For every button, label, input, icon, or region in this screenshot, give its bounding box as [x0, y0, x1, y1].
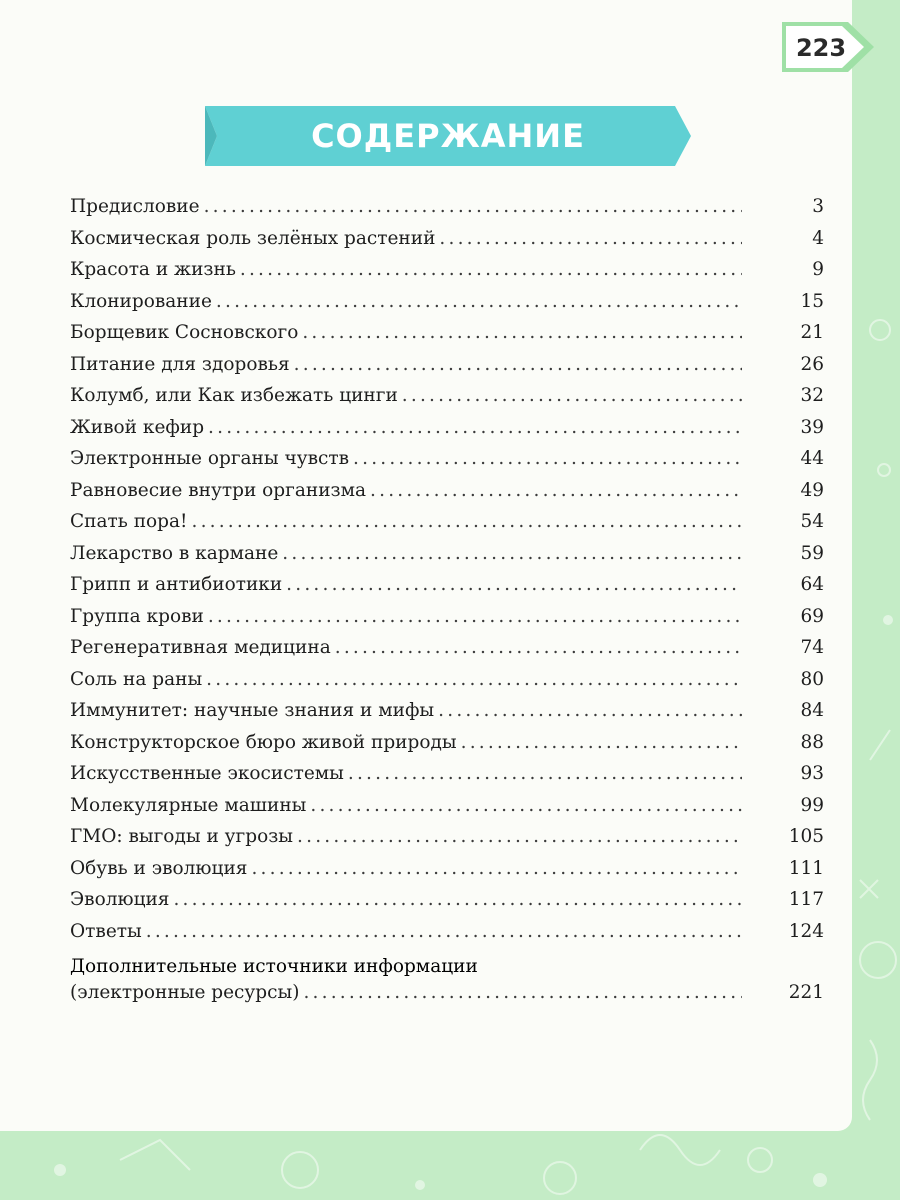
toc-entry-title: Лекарство в кармане — [70, 542, 279, 564]
toc-entry-page: 117 — [788, 889, 824, 910]
toc-entry — [70, 354, 824, 386]
toc-entry-page: 74 — [800, 637, 824, 658]
toc-dot-leader — [402, 385, 742, 406]
toc-entry — [70, 480, 824, 512]
toc-entry — [70, 385, 824, 417]
toc-entry-title: Красота и жизнь — [70, 259, 236, 280]
toc-entry-title: Равновесие внутри организма — [70, 479, 367, 501]
toc-dot-leader — [173, 889, 742, 910]
toc-entry-page: 26 — [800, 353, 824, 375]
toc-entry-page: 21 — [800, 322, 824, 343]
toc-entry-page: 80 — [800, 668, 824, 690]
toc-entry-title: Грипп и антибиотики — [70, 574, 283, 595]
toc-entry-title: Космическая роль зелёных растений — [70, 227, 436, 249]
toc-entry-title: ГМО: выгоды и угрозы — [70, 826, 294, 847]
toc-entry-title: Питание для здоровья — [70, 353, 290, 375]
toc-entry-title: Группа крови — [70, 605, 204, 627]
toc-entry-page: 32 — [800, 385, 824, 406]
toc-dot-leader — [335, 637, 742, 658]
toc-dot-leader — [348, 763, 742, 784]
toc-entry — [70, 543, 824, 575]
toc-entry-page: 44 — [800, 448, 824, 469]
toc-entry-page: 59 — [800, 542, 824, 564]
toc-dot-leader — [302, 322, 742, 343]
toc-entry-page: 9 — [812, 259, 824, 280]
toc-entry-page: 3 — [812, 196, 824, 217]
toc-dot-leader — [294, 354, 742, 375]
toc-dot-leader — [191, 511, 742, 532]
toc-entry — [70, 669, 824, 701]
page-number: 223 — [795, 34, 847, 62]
toc-entry — [70, 417, 824, 449]
toc-entry-title: Регенеративная медицина — [70, 637, 331, 658]
toc-dot-leader — [240, 259, 742, 280]
toc-entry-title: Колумб, или Как избежать цинги — [70, 385, 398, 406]
toc-entry — [70, 511, 824, 543]
toc-entry-title: Клонирование — [70, 290, 212, 312]
toc-entry — [70, 858, 824, 890]
toc-entry-title: Спать пора! — [70, 511, 188, 532]
toc-entry-title: Борщевик Сосновского — [70, 322, 299, 343]
toc-entry-title: Электронные органы чувств — [70, 448, 350, 469]
toc-entry — [70, 574, 824, 606]
toc-entry-title: Молекулярные машины — [70, 794, 307, 816]
toc-dot-leader — [251, 858, 742, 879]
toc-entry-page: 88 — [800, 731, 824, 753]
toc-entry — [70, 606, 824, 638]
toc-dot-leader — [461, 732, 742, 753]
toc-entry-page: 93 — [800, 763, 824, 784]
table-of-contents — [70, 196, 824, 1013]
toc-dot-leader — [438, 700, 742, 721]
toc-entry — [70, 795, 824, 827]
toc-entry-page: 111 — [788, 857, 824, 879]
toc-entry-page: 99 — [800, 794, 824, 816]
toc-entry-page: 221 — [788, 982, 824, 1003]
toc-entry-title: Обувь и эволюция — [70, 857, 248, 879]
toc-entry-page: 69 — [800, 605, 824, 627]
toc-entry — [70, 732, 824, 764]
toc-entry-page: 84 — [800, 700, 824, 721]
toc-entry-page: 64 — [800, 574, 824, 595]
toc-entry — [70, 196, 824, 228]
toc-entry — [70, 889, 824, 921]
toc-entry — [70, 763, 824, 795]
toc-entry-page: 105 — [788, 826, 824, 847]
toc-entry-multiline — [70, 952, 824, 1013]
toc-entry — [70, 228, 824, 260]
toc-entry-title: Конструкторское бюро живой природы — [70, 731, 457, 753]
toc-dot-leader — [206, 669, 742, 690]
toc-entry — [70, 291, 824, 323]
page-title: СОДЕРЖАНИЕ — [311, 117, 585, 155]
toc-dot-leader — [303, 982, 742, 1003]
toc-entry-line2 — [70, 982, 824, 1013]
toc-dot-leader — [216, 291, 742, 312]
toc-entry-page: 4 — [812, 227, 824, 249]
toc-entry — [70, 700, 824, 732]
toc-entry-page: 39 — [800, 416, 824, 438]
toc-dot-leader — [310, 795, 742, 816]
toc-dot-leader — [282, 543, 742, 564]
toc-dot-leader — [208, 606, 742, 627]
toc-entry-page: 15 — [800, 290, 824, 312]
toc-dot-leader — [353, 448, 742, 469]
toc-entry — [70, 921, 824, 953]
toc-dot-leader — [146, 921, 742, 942]
toc-entry — [70, 637, 824, 669]
toc-dot-leader — [370, 480, 742, 501]
toc-dot-leader — [208, 417, 742, 438]
toc-entry — [70, 448, 824, 480]
toc-entry-title: Искусственные экосистемы — [70, 763, 344, 784]
toc-entry-title: Соль на раны — [70, 668, 203, 690]
toc-entry-page: 54 — [800, 511, 824, 532]
toc-entry — [70, 259, 824, 291]
toc-dot-leader — [204, 196, 742, 217]
toc-entry-title: Иммунитет: научные знания и мифы — [70, 700, 435, 721]
toc-entry-title: Эволюция — [70, 889, 170, 910]
toc-entry-title-line2: (электронные ресурсы) — [70, 982, 300, 1003]
toc-entry-title-line1: Дополнительные источники информации — [70, 956, 478, 977]
toc-dot-leader — [297, 826, 742, 847]
toc-entry-page: 124 — [788, 920, 824, 942]
toc-entry — [70, 322, 824, 354]
toc-entry-title: Предисловие — [70, 196, 200, 217]
toc-entry-title: Живой кефир — [70, 416, 205, 438]
toc-dot-leader — [286, 574, 742, 595]
toc-dot-leader — [439, 228, 742, 249]
toc-entry-title: Ответы — [70, 920, 142, 942]
toc-entry — [70, 826, 824, 858]
toc-entry-page: 49 — [800, 479, 824, 501]
